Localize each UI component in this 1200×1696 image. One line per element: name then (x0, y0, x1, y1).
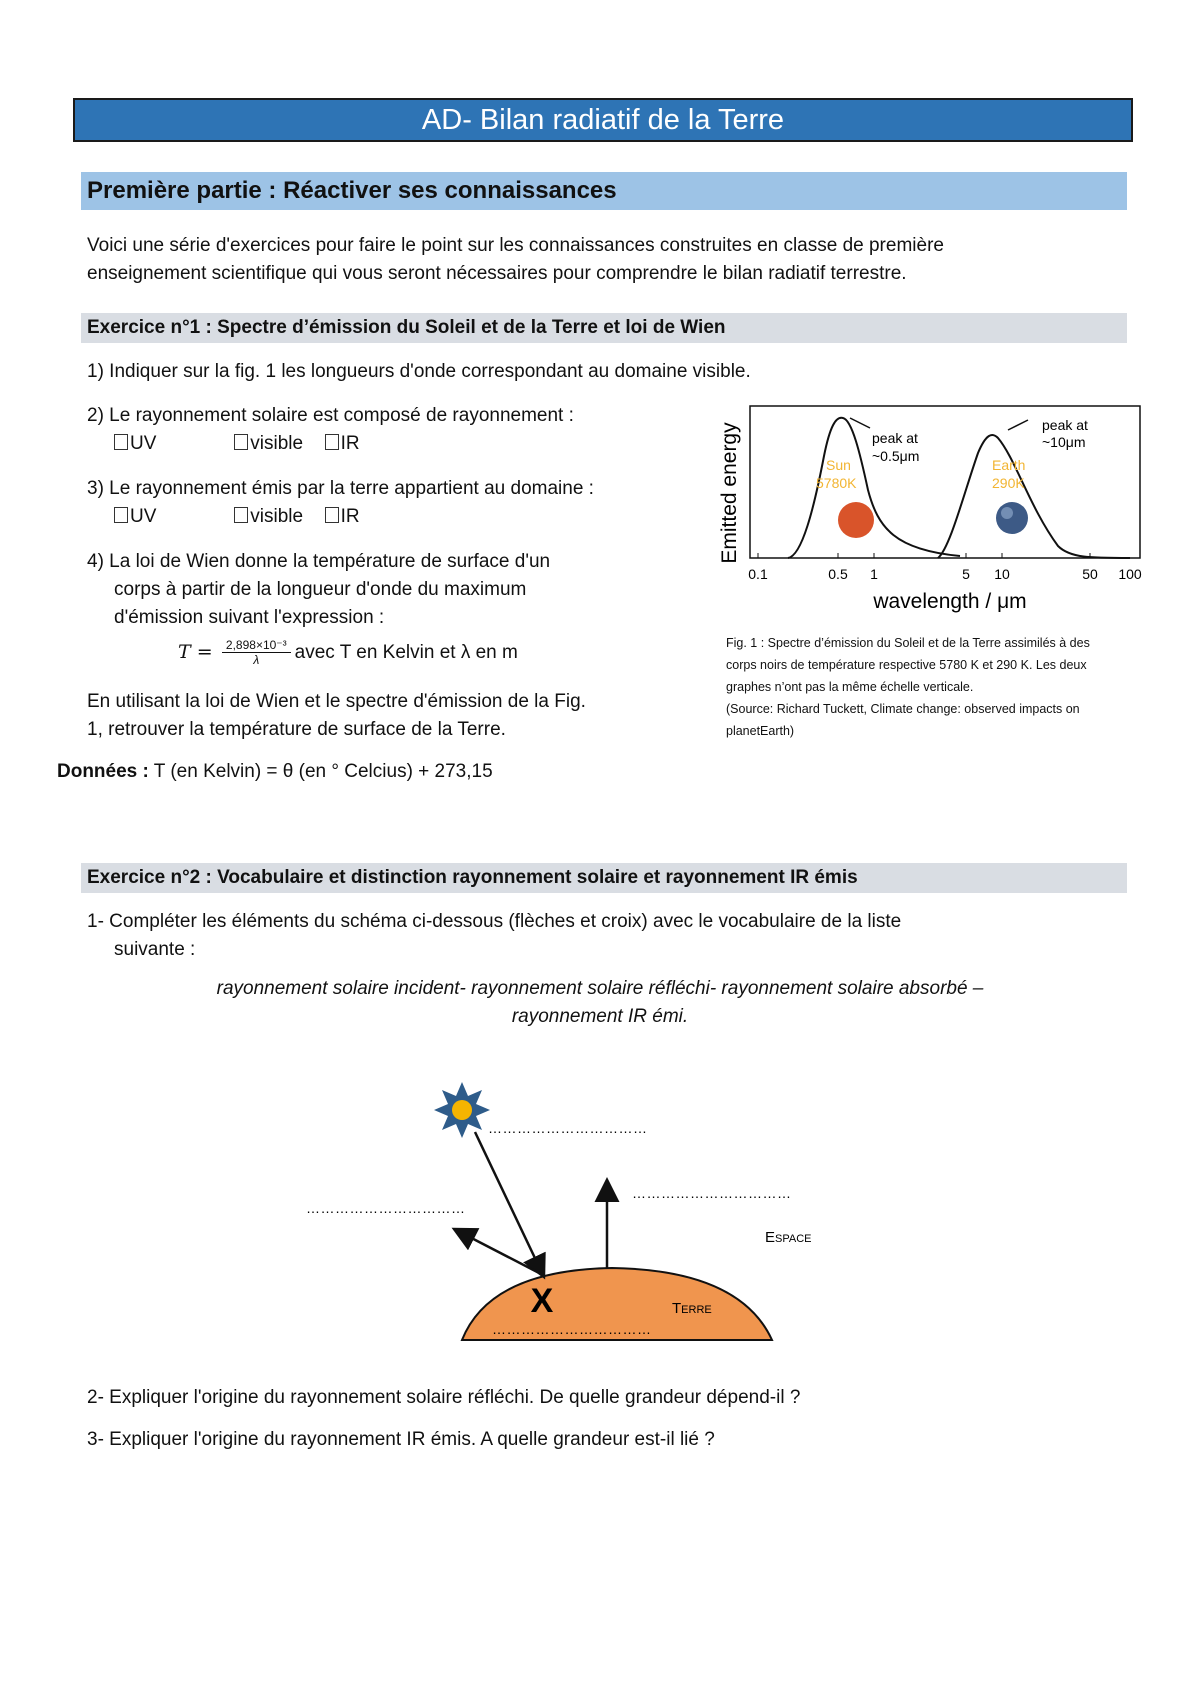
ex1-task-line2: 1, retrouver la température de surface de la Terre. (87, 719, 506, 740)
checkbox-ir[interactable] (325, 434, 339, 450)
xtick: 100 (1118, 566, 1142, 582)
sun-peak-text-2: ~0.5μm (872, 448, 920, 464)
earth-icon-highlight (1001, 507, 1013, 519)
blank-absorbed[interactable]: …………………………… (492, 1321, 652, 1337)
blank-ir[interactable]: …………………………… (632, 1185, 792, 1201)
sun-peak-arrow (850, 418, 870, 428)
xtick: 1 (870, 566, 878, 582)
sun-label-2: 5780K (816, 475, 857, 491)
intro-line1: Voici une série d'exercices pour faire le point sur les connaissances construites en classe de première (87, 235, 944, 256)
ex1-heading: Exercice n°1 : Spectre d’émission du Soleil et de la Terre et loi de Wien (81, 313, 1127, 343)
xtick: 50 (1082, 566, 1098, 582)
terre-label: Terre (672, 1300, 712, 1317)
sun-icon (838, 502, 874, 538)
ex2-q1-line2: suivante : (114, 939, 196, 960)
blank-incident[interactable]: …………………………… (488, 1120, 648, 1136)
xtick: 10 (994, 566, 1010, 582)
ex1-q4-line3: d'émission suivant l'expression : (114, 607, 385, 628)
ex1-q3-options (114, 503, 360, 531)
figure1-caption (726, 632, 1156, 742)
ex1-q4-line2: corps à partir de la longueur d'onde du maximum (114, 579, 527, 600)
earth-peak-arrow (1008, 420, 1028, 430)
xtick: 5 (962, 566, 970, 582)
ex1-task-line1: En utilisant la loi de Wien et le spectre d'émission de la Fig. (87, 691, 586, 712)
sun-peak-text-1: peak at (872, 430, 918, 446)
caption-line: (Source: Richard Tuckett, Climate change: observed impacts on (726, 702, 1080, 716)
earth-icon (996, 502, 1028, 534)
option-label: IR (340, 506, 360, 527)
ex1-q2-options (114, 430, 360, 458)
figure1-xlabel: wavelength / μm (873, 590, 1027, 613)
formula-denominator: λ (253, 653, 260, 668)
reflected-arrow (456, 1230, 543, 1275)
vocab-list (100, 975, 1100, 1031)
ex1-data (57, 758, 493, 786)
figure1-xticks (748, 566, 1142, 582)
ex1-q1: 1) Indiquer sur la fig. 1 les longueurs d'onde correspondant au domaine visible. (87, 361, 751, 382)
formula-rest: avec T en Kelvin et λ en m (294, 642, 518, 663)
earth-label-1: Earth (992, 457, 1026, 473)
ex2-heading: Exercice n°2 : Vocabulaire et distinction rayonnement solaire et rayonnement IR émis (81, 863, 1127, 893)
blank-reflected[interactable]: …………………………… (306, 1200, 466, 1216)
checkbox-visible[interactable] (234, 434, 248, 450)
intro-line2: enseignement scientifique qui vous seront nécessaires pour comprendre le bilan radiatif terrestre. (87, 263, 907, 284)
checkbox-ir[interactable] (325, 507, 339, 523)
data-text: T (en Kelvin) = θ (en ° Celcius) + 273,15 (148, 761, 493, 782)
ex1-q4-line1: 4) La loi de Wien donne la température de surface d'un (87, 551, 551, 572)
option-label: visible (250, 433, 304, 454)
figure1-ylabel: Emitted energy (718, 422, 741, 564)
ex2-q2: 2- Expliquer l'origine du rayonnement solaire réfléchi. De quelle grandeur dépend-il ? (87, 1387, 801, 1408)
caption-line: corps noirs de température respective 5780 K et 290 K. Les deux (726, 658, 1087, 672)
earth-label-2: 290K (992, 475, 1025, 491)
earth-peak-text-2: ~10μm (1042, 434, 1086, 450)
ex2-q1-line1: 1- Compléter les éléments du schéma ci-dessous (flèches et croix) avec le vocabulaire de la liste (87, 911, 902, 932)
incident-arrow (475, 1132, 543, 1275)
formula-lhs: T = (178, 641, 213, 663)
earth-curve (938, 435, 1130, 558)
earth-peak-text-1: peak at (1042, 417, 1088, 433)
ex1-q2: 2) Le rayonnement solaire est composé de rayonnement : (87, 405, 574, 426)
part1-heading: Première partie : Réactiver ses connaissances (81, 172, 1127, 210)
page-title: AD- Bilan radiatif de la Terre (73, 98, 1133, 142)
ex1-q3: 3) Le rayonnement émis par la terre appartient au domaine : (87, 478, 594, 499)
data-label: Données : (57, 761, 149, 782)
option-label: UV (130, 433, 157, 454)
espace-label: Espace (765, 1229, 812, 1246)
radiation-diagram (0, 1070, 1200, 1350)
sun-label-1: Sun (826, 457, 851, 473)
checkbox-visible[interactable] (234, 507, 248, 523)
checkbox-uv[interactable] (114, 507, 128, 523)
figure1-spectrum-chart (710, 398, 1150, 618)
caption-line: Fig. 1 : Spectre d’émission du Soleil et de la Terre assimilés à des (726, 636, 1090, 650)
xtick: 0.5 (828, 566, 848, 582)
checkbox-uv[interactable] (114, 434, 128, 450)
vocab-line2: rayonnement IR émi. (511, 1006, 689, 1027)
ex2-q3: 3- Expliquer l'origine du rayonnement IR émis. A quelle grandeur est-il lié ? (87, 1429, 715, 1450)
absorption-cross: X (530, 1282, 554, 1320)
sun-icon (434, 1082, 490, 1138)
vocab-line1: rayonnement solaire incident- rayonnement solaire réfléchi- rayonnement solaire absorbé – (216, 978, 984, 999)
caption-line: planetEarth) (726, 724, 795, 738)
option-label: visible (250, 506, 304, 527)
caption-line: graphes n’ont pas la même échelle verticale. (726, 680, 974, 694)
option-label: UV (130, 506, 157, 527)
xtick: 0.1 (748, 566, 768, 582)
formula-numerator: 2,898×10⁻³ (222, 638, 291, 653)
formula-fraction (222, 638, 291, 667)
option-label: IR (340, 433, 360, 454)
wien-formula (178, 638, 518, 678)
